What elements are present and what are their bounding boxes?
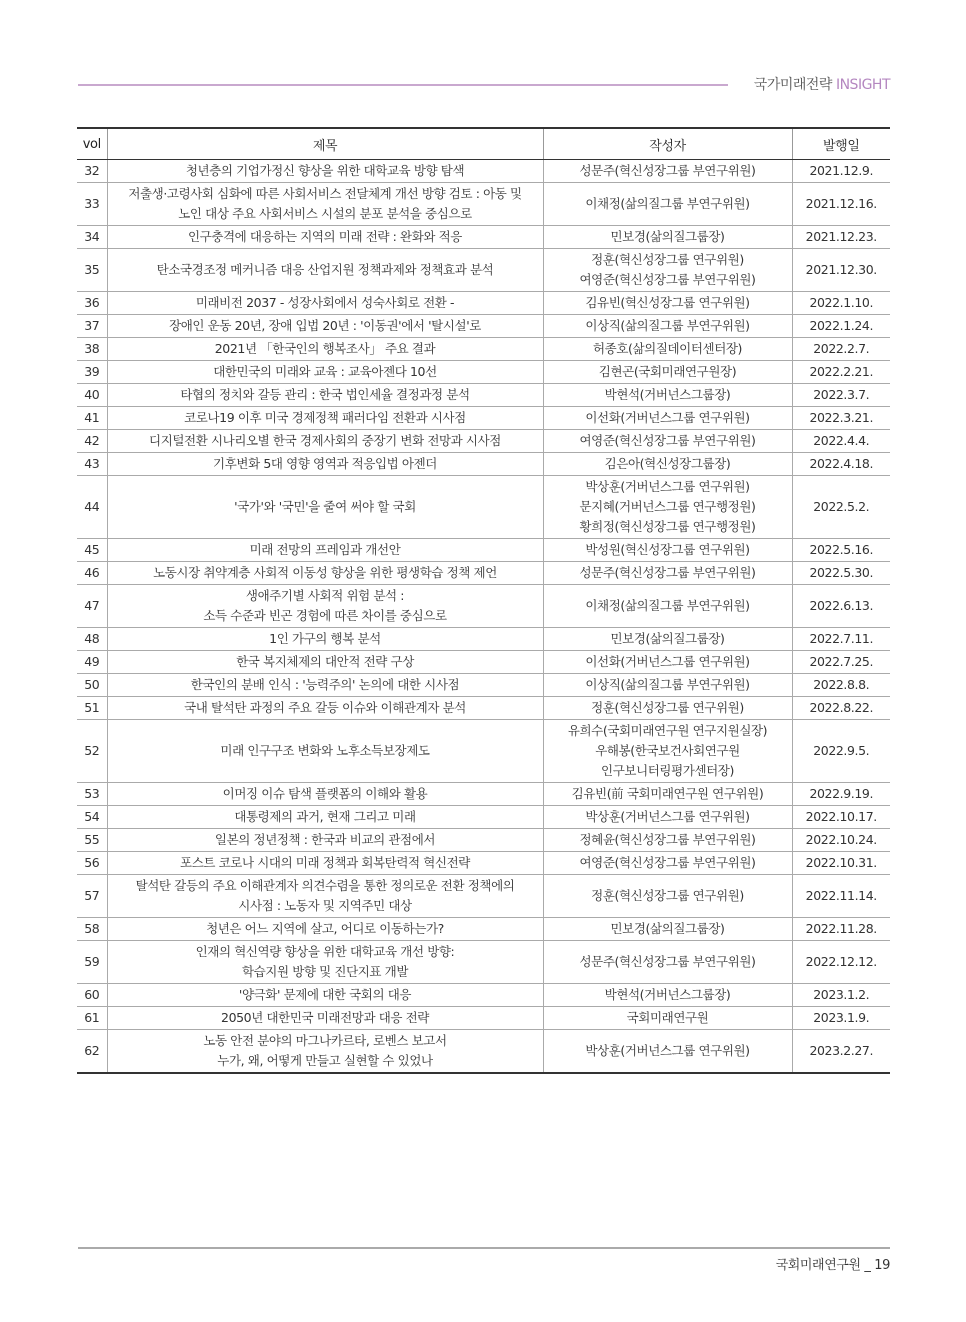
vol-cell: 47 [77,585,107,628]
title-cell: '양극화' 문제에 대한 국회의 대응 [107,984,543,1007]
title-cell: 포스트 코로나 시대의 미래 정책과 회복탄력적 혁신전략 [107,852,543,875]
author-cell: 민보경(삶의질그룹장) [543,918,792,941]
title-cell: 대한민국의 미래와 교육 : 교육아젠다 10선 [107,361,543,384]
date-cell: 2022.3.21. [792,407,890,430]
column-header-title: 제목 [107,128,543,160]
table-row [77,852,890,875]
date-cell: 2022.7.11. [792,628,890,651]
date-cell: 2022.9.19. [792,783,890,806]
table-row [77,829,890,852]
author-cell: 이상직(삶의질그룹 부연구위원) [543,315,792,338]
date-cell: 2022.6.13. [792,585,890,628]
date-cell: 2022.10.31. [792,852,890,875]
header-rule [78,84,728,86]
vol-cell: 51 [77,697,107,720]
author-cell: 여영준(혁신성장그룹 부연구위원) [543,852,792,875]
author-cell: 이선화(거버넌스그룹 연구위원) [543,407,792,430]
table-row [77,1030,890,1074]
table-row [77,651,890,674]
title-cell: 국내 탈석탄 과정의 주요 갈등 이슈와 이해관계자 분석 [107,697,543,720]
title-cell: 타협의 정치와 갈등 관리 : 한국 법인세율 결정과정 분석 [107,384,543,407]
title-cell: 한국인의 분배 인식 : '능력주의' 논의에 대한 시사점 [107,674,543,697]
author-cell: 박현석(거버넌스그룹장) [543,984,792,1007]
vol-cell: 42 [77,430,107,453]
author-cell: 박성원(혁신성장그룹 연구위원) [543,539,792,562]
author-cell: 김유빈(前 국회미래연구원 연구위원) [543,783,792,806]
vol-cell: 56 [77,852,107,875]
title-cell: 인구충격에 대응하는 지역의 미래 전략 : 완화와 적응 [107,226,543,249]
table-row [77,226,890,249]
date-cell: 2022.8.22. [792,697,890,720]
vol-cell: 39 [77,361,107,384]
date-cell: 2021.12.23. [792,226,890,249]
author-cell: 성문주(혁신성장그룹 부연구위원) [543,160,792,183]
title-cell: 대통령제의 과거, 현재 그리고 미래 [107,806,543,829]
table-row [77,183,890,226]
table-row [77,783,890,806]
date-cell: 2023.1.9. [792,1007,890,1030]
vol-cell: 37 [77,315,107,338]
vol-cell: 62 [77,1030,107,1074]
date-cell: 2022.1.10. [792,292,890,315]
date-cell: 2022.10.17. [792,806,890,829]
vol-cell: 55 [77,829,107,852]
vol-cell: 45 [77,539,107,562]
date-cell: 2022.3.7. [792,384,890,407]
publication-table [77,127,890,1074]
author-cell: 박상훈(거버넌스그룹 연구위원) 문지혜(거버넌스그룹 연구행정원) 황희정(혁신성장그룹 연구행정원) [543,476,792,539]
date-cell: 2022.12.12. [792,941,890,984]
column-header-author: 작성자 [543,128,792,160]
author-cell: 이채정(삶의질그룹 부연구위원) [543,585,792,628]
title-cell: 2050년 대한민국 미래전망과 대응 전략 [107,1007,543,1030]
table-row [77,697,890,720]
title-cell: 생애주기별 사회적 위험 분석 : 소득 수준과 빈곤 경험에 따른 차이를 중심으로 [107,585,543,628]
footer-rule [78,1247,890,1249]
table-row [77,674,890,697]
title-cell: 청년은 어느 지역에 살고, 어디로 이동하는가? [107,918,543,941]
author-cell: 박현석(거버넌스그룹장) [543,384,792,407]
vol-cell: 59 [77,941,107,984]
title-cell: 일본의 정년정책 : 한국과 비교의 관점에서 [107,829,543,852]
title-cell: 청년층의 기업가정신 향상을 위한 대학교육 방향 탐색 [107,160,543,183]
vol-cell: 33 [77,183,107,226]
table-row [77,160,890,183]
title-cell: '국가'와 '국민'을 줄여 써야 할 국회 [107,476,543,539]
vol-cell: 46 [77,562,107,585]
vol-cell: 50 [77,674,107,697]
date-cell: 2021.12.30. [792,249,890,292]
table-row [77,338,890,361]
running-header [754,74,890,94]
vol-cell: 35 [77,249,107,292]
column-header-vol: vol [77,128,107,160]
table-row [77,984,890,1007]
date-cell: 2022.1.24. [792,315,890,338]
date-cell: 2021.12.16. [792,183,890,226]
title-cell: 미래 전망의 프레임과 개선안 [107,539,543,562]
author-cell: 성문주(혁신성장그룹 부연구위원) [543,562,792,585]
author-cell: 박상훈(거버넌스그룹 연구위원) [543,1030,792,1074]
author-cell: 정훈(혁신성장그룹 연구위원) [543,875,792,918]
table-row [77,628,890,651]
date-cell: 2023.1.2. [792,984,890,1007]
table-row [77,720,890,783]
author-cell: 김유빈(혁신성장그룹 연구위원) [543,292,792,315]
vol-cell: 36 [77,292,107,315]
title-cell: 인재의 혁신역량 향상을 위한 대학교육 개선 방향: 학습지원 방향 및 진단지표 개발 [107,941,543,984]
table-row [77,315,890,338]
author-cell: 여영준(혁신성장그룹 부연구위원) [543,430,792,453]
vol-cell: 61 [77,1007,107,1030]
title-cell: 한국 복지체제의 대안적 전략 구상 [107,651,543,674]
table-row [77,292,890,315]
vol-cell: 58 [77,918,107,941]
table-row [77,539,890,562]
title-cell: 탈석탄 갈등의 주요 이해관계자 의견수렴을 통한 정의로운 전환 정책에의 시사점 : 노동자 및 지역주민 대상 [107,875,543,918]
title-cell: 노동시장 취약계층 사회적 이동성 향상을 위한 평생학습 정책 제언 [107,562,543,585]
title-cell: 미래비전 2037 - 성장사회에서 성숙사회로 전환 - [107,292,543,315]
vol-cell: 40 [77,384,107,407]
vol-cell: 38 [77,338,107,361]
title-cell: 미래 인구구조 변화와 노후소득보장제도 [107,720,543,783]
author-cell: 이채정(삶의질그룹 부연구위원) [543,183,792,226]
date-cell: 2022.7.25. [792,651,890,674]
author-cell: 이상직(삶의질그룹 부연구위원) [543,674,792,697]
vol-cell: 32 [77,160,107,183]
title-cell: 2021년 「한국인의 행복조사」 주요 결과 [107,338,543,361]
title-cell: 기후변화 5대 영향 영역과 적응입법 아젠더 [107,453,543,476]
author-cell: 성문주(혁신성장그룹 부연구위원) [543,941,792,984]
table-row [77,384,890,407]
date-cell: 2022.10.24. [792,829,890,852]
author-cell: 김은아(혁신성장그룹장) [543,453,792,476]
title-cell: 노동 안전 분야의 마그나카르타, 로벤스 보고서 누가, 왜, 어떻게 만들고 실현할 수 있었나 [107,1030,543,1074]
vol-cell: 57 [77,875,107,918]
vol-cell: 44 [77,476,107,539]
vol-cell: 54 [77,806,107,829]
title-cell: 장애인 운동 20년, 장애 입법 20년 : '이동권'에서 '탈시설'로 [107,315,543,338]
table-row [77,407,890,430]
author-cell: 정혜윤(혁신성장그룹 부연구위원) [543,829,792,852]
vol-cell: 34 [77,226,107,249]
date-cell: 2022.4.18. [792,453,890,476]
date-cell: 2022.2.21. [792,361,890,384]
table-row [77,1007,890,1030]
author-cell: 박상훈(거버넌스그룹 연구위원) [543,806,792,829]
title-cell: 탄소국경조정 메커니즘 대응 산업지원 정책과제와 정책효과 분석 [107,249,543,292]
date-cell: 2022.8.8. [792,674,890,697]
date-cell: 2022.2.7. [792,338,890,361]
table-row [77,430,890,453]
title-cell: 코로나19 이후 미국 경제정책 패러다임 전환과 시사점 [107,407,543,430]
author-cell: 이선화(거버넌스그룹 연구위원) [543,651,792,674]
title-cell: 이머징 이슈 탐색 플랫폼의 이해와 활용 [107,783,543,806]
date-cell: 2023.2.27. [792,1030,890,1074]
table-row [77,453,890,476]
table-row [77,249,890,292]
column-header-date: 발행일 [792,128,890,160]
date-cell: 2022.11.28. [792,918,890,941]
author-cell: 허종호(삶의질데이터센터장) [543,338,792,361]
author-cell: 정훈(혁신성장그룹 연구위원) [543,697,792,720]
author-cell: 김현곤(국회미래연구원장) [543,361,792,384]
header-title: 국가미래전략 [753,77,832,93]
table-row [77,918,890,941]
author-cell: 민보경(삶의질그룹장) [543,226,792,249]
vol-cell: 48 [77,628,107,651]
author-cell: 국회미래연구원 [543,1007,792,1030]
vol-cell: 52 [77,720,107,783]
page-footer: 국회미래연구원 _ 19 [775,1258,890,1273]
table-row [77,941,890,984]
date-cell: 2022.5.16. [792,539,890,562]
vol-cell: 43 [77,453,107,476]
title-cell: 저출생·고령사회 심화에 따른 사회서비스 전달체계 개선 방향 검토 : 아동 및 노인 대상 주요 사회서비스 시설의 분포 분석을 중심으로 [107,183,543,226]
title-cell: 1인 가구의 행복 분석 [107,628,543,651]
author-cell: 민보경(삶의질그룹장) [543,628,792,651]
author-cell: 정훈(혁신성장그룹 연구위원) 여영준(혁신성장그룹 부연구위원) [543,249,792,292]
date-cell: 2022.4.4. [792,430,890,453]
date-cell: 2022.9.5. [792,720,890,783]
table-header-row [77,128,890,160]
table-row [77,476,890,539]
vol-cell: 41 [77,407,107,430]
title-cell: 디지털전환 시나리오별 한국 경제사회의 중장기 변화 전망과 시사점 [107,430,543,453]
table-row [77,806,890,829]
author-cell: 유희수(국회미래연구원 연구지원실장) 우해봉(한국보건사회연구원 인구보니터링평가센터장) [543,720,792,783]
vol-cell: 49 [77,651,107,674]
table-row [77,361,890,384]
date-cell: 2022.5.2. [792,476,890,539]
header-accent: INSIGHT [835,77,890,93]
date-cell: 2022.11.14. [792,875,890,918]
table-row [77,585,890,628]
vol-cell: 53 [77,783,107,806]
table-row [77,875,890,918]
date-cell: 2021.12.9. [792,160,890,183]
table-body [77,160,890,1074]
date-cell: 2022.5.30. [792,562,890,585]
vol-cell: 60 [77,984,107,1007]
table-row [77,562,890,585]
